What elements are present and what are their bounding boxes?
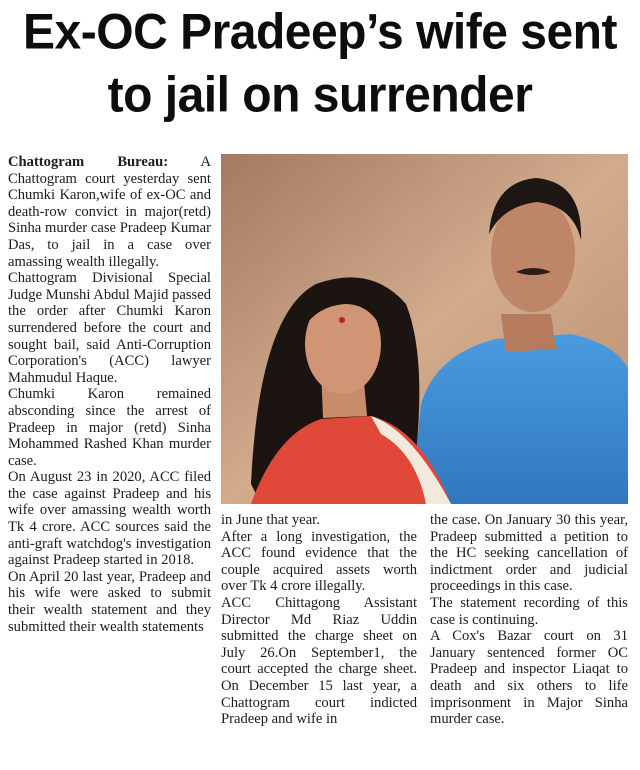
article-paragraph: ACC Chittagong Assistant Director Md Riaz Uddin submitted the charge sheet on July 26.On September1, the court accepted the charge sheet. On December 15 last year, a Chattogram court indicted Pradeep and wife in <box>221 594 417 728</box>
article-paragraph: The statement recording of this case is continuing. <box>430 594 628 628</box>
article-paragraph: After a long investigation, the ACC found evidence that the couple acquired assets worth over Tk 4 crore illegally. <box>221 528 417 595</box>
article-column-2 <box>221 512 417 728</box>
news-photo <box>221 154 628 504</box>
man-neck <box>501 314 556 352</box>
article-column-1 <box>8 154 211 635</box>
article-paragraph: Chattogram Bureau: A Chattogram court yesterday sent Chumki Karon,wife of ex-OC and death-row convict in major(retd) Sinha murder case Pradeep Kumar Das, to jail in a case over amassing wealth illegally. <box>8 154 211 270</box>
woman-bindi <box>339 317 345 323</box>
article-paragraph: A Cox's Bazar court on 31 January sentenced former OC Pradeep and inspector Liaqat to death and six others to life imprisonment in Major Sinha murder case. <box>430 628 628 728</box>
byline: Chattogram Bureau: <box>8 154 169 170</box>
article-paragraph: Chumki Karon remained absconding since the arrest of Pradeep in major (retd) Sinha Mohammed Rashed Khan murder case. <box>8 386 211 469</box>
article-paragraph: On August 23 in 2020, ACC filed the case against Pradeep and his wife over amassing wealth worth Tk 4 crore. ACC sources said the anti-graft watchdog's investigation against Pradeep started in 2018. <box>8 469 211 569</box>
headline-line-2: to jail on surrender <box>107 67 533 123</box>
article-paragraph: On April 20 last year, Pradeep and his wife were asked to submit their wealth statement and they submitted their wealth statements <box>8 568 211 635</box>
article-paragraph: in June that year. <box>221 512 320 528</box>
headline-line-1: Ex-OC Pradeep’s wife sent <box>23 4 617 60</box>
headline <box>0 1 640 127</box>
couple-photo-illustration <box>221 154 628 504</box>
article-column-3 <box>430 512 628 728</box>
article-paragraph: the case. On January 30 this year, Pradeep submitted a petition to the HC seeking cancellation of indictment order and judicial proceedings in this case. <box>430 512 628 595</box>
article-paragraph: Chattogram Divisional Special Judge Munshi Abdul Majid passed the order after Chumki Karon surrendered before the court and sought bail, said Anti-Corruption Corporation's (ACC) lawyer Mahmudul Haque. <box>8 270 211 386</box>
